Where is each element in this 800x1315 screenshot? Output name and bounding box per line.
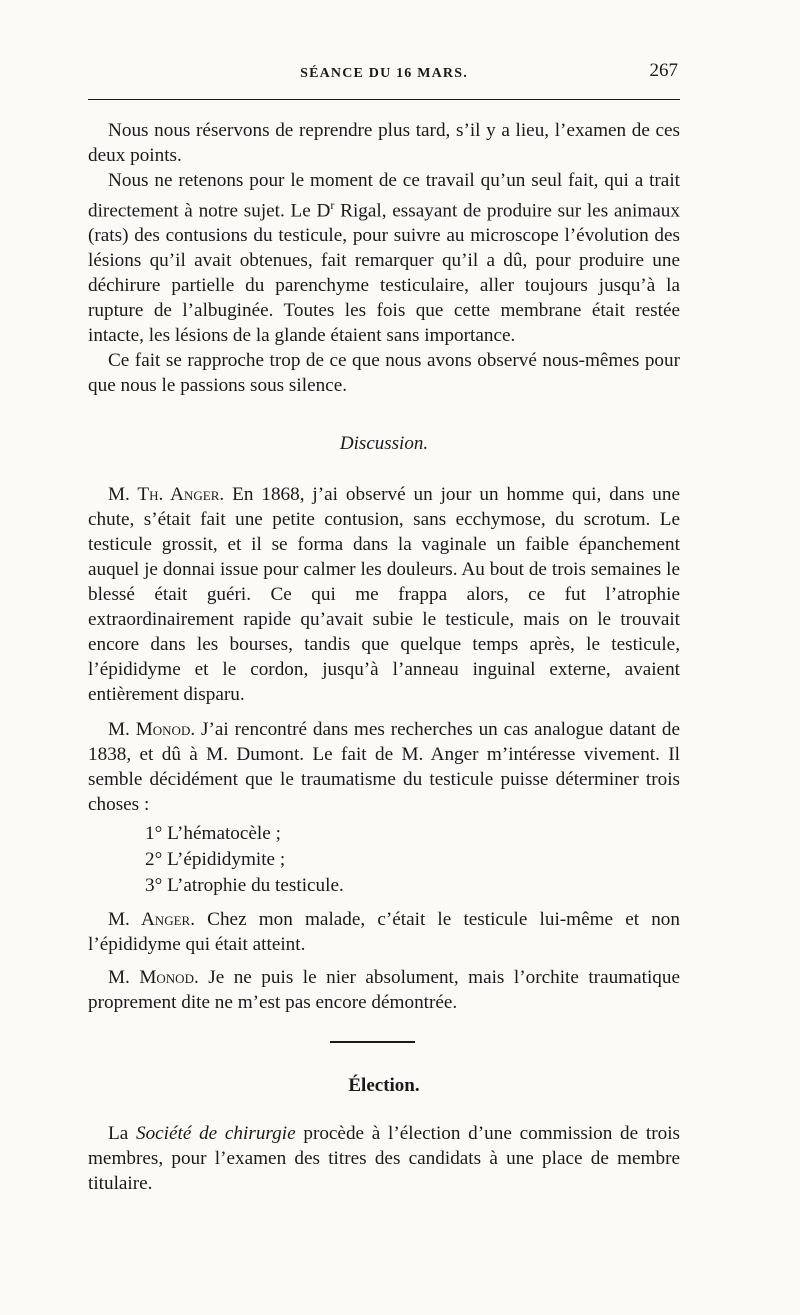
discussion-heading: Discussion. <box>339 433 429 454</box>
list-item: 3° L’atrophie du testicule. <box>145 875 344 896</box>
paragraph-observation: Ce fait se rapproche trop de ce que nous avons observé nous-mêmes pour que nous le passions sous silence. <box>88 350 680 397</box>
society-name: Société de chirurgie <box>135 1123 296 1144</box>
list-item: 1° L’hématocèle ; <box>145 823 281 844</box>
section-divider <box>330 1041 415 1043</box>
monod-text-1: J’ai rencontré dans mes recherches un cas analogue datant de 1838, et dû à M. Dumont. Le fait de M. Anger m’intéresse vivement. Il semble décidément que le traumatisme du testicule puisse déterminer trois choses : <box>88 719 680 815</box>
paragraph-rigal-part2: Rigal, essayant de produire sur les animaux (rats) des contusions du testicule, pour suivre au microscope l’évolution des lésions qu’il avait obtenues, fait remarquer qu’il a dû, pour produire une déchirure partielle du parenchyme testiculaire, aller toujours jusqu’à la rupture de l’albuginée. Toutes les fois que cette membrane était restée intacte, les lésions de la glande étaient sans importance. <box>88 200 680 347</box>
page-header <box>88 60 680 86</box>
anger-text-2: Chez mon malade, c’était le testicule lui-même et non l’épididyme qui était atteint. <box>88 909 680 955</box>
doctor-superscript: r <box>330 198 335 212</box>
paragraph-reserve: Nous nous réservons de reprendre plus tard, s’il y a lieu, l’examen de ces deux points. <box>88 120 680 166</box>
paragraph-rigal <box>88 168 680 348</box>
consequence-list <box>145 821 344 899</box>
list-item: 2° L’épididymite ; <box>145 849 286 870</box>
anger-text-1: En 1868, j’ai observé un jour un homme qui, dans une chute, s’était fait une petite contusion, sans ecchymose, du scrotum. Le testicule grossit, et il se forma dans la vaginale un faible épanchement auquel je donnai issue pour calmer les douleurs. Au bout de trois semaines le blessé était guéri. Ce qui me frappa alors, ce fut l’atrophie extraordinairement rapide qu’avait subie le testicule, mais on le trouvait encore dans les bourses, tandis que quelque temps après, le testicule, l’épididyme et le cordon, jusqu’à l’anneau inguinal externe, avaient entièrement disparu. <box>88 484 680 705</box>
running-title: SÉANCE DU 16 MARS. <box>300 66 468 81</box>
intro-section <box>88 118 680 398</box>
election-text-start: La <box>108 1123 136 1144</box>
paragraph-rigal-part1: Nous ne retenons pour le moment de ce travail qu’un seul fait, qui a trait directement à notre sujet. Le D <box>88 170 680 222</box>
speaker-anger: M. Anger. <box>108 909 195 930</box>
header-rule <box>88 99 680 100</box>
election-heading: Élection. <box>348 1075 420 1096</box>
page-number: 267 <box>649 60 678 81</box>
speaker-monod: M. Monod. <box>108 967 199 988</box>
election-text-end: procède à l’élection d’une commission de trois membres, pour l’examen des titres des candidats à une place de membre titulaire. <box>88 1123 680 1194</box>
anger-statement-2 <box>88 907 680 957</box>
speaker-anger: M. Th. Anger. <box>108 484 225 505</box>
election-paragraph <box>88 1121 680 1196</box>
monod-statement-2 <box>88 965 680 1015</box>
monod-text-2: Je ne puis le nier absolument, mais l’orchite traumatique proprement dite ne m’est pas encore démontrée. <box>88 967 680 1013</box>
speaker-monod: M. Monod. <box>108 719 196 740</box>
anger-statement-1 <box>88 482 680 707</box>
monod-statement-1 <box>88 717 680 817</box>
